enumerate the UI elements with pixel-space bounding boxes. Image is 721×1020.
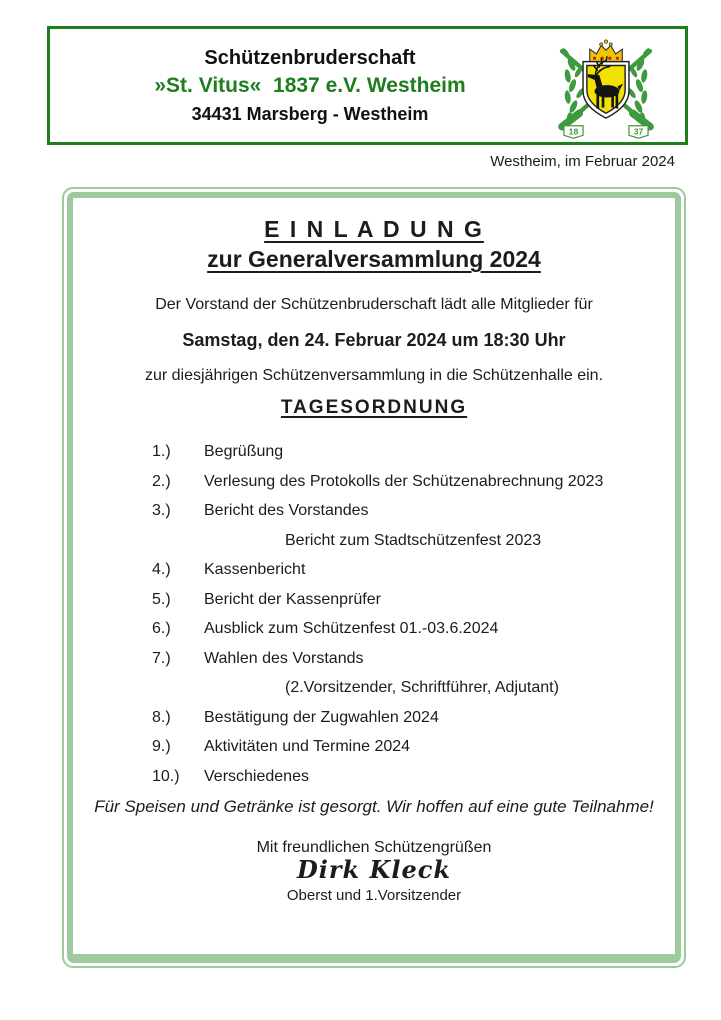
invitation-box: [62, 187, 686, 968]
club-crest-logo: [547, 32, 665, 142]
agenda-item: [83, 762, 665, 792]
agenda-item-number: 9.): [152, 738, 171, 755]
agenda-item-number: 8.): [152, 708, 171, 726]
agenda-item: [83, 496, 665, 526]
agenda-subitem: Bericht zum Stadtschützenfest 2023: [285, 531, 542, 549]
intro-line-2: zur diesjährigen Schützenversammlung in die Schützenhalle ein.: [144, 367, 604, 384]
event-datetime: Samstag, den 24. Februar 2024 um 18:30 Uhr: [182, 330, 566, 350]
agenda-item-text: Kassenbericht: [204, 561, 306, 578]
agenda-item-number: 3.): [152, 502, 171, 519]
agenda-item-number: 4.): [152, 561, 171, 578]
agenda-list: [83, 437, 665, 791]
agenda-item: [83, 467, 665, 497]
intro-line: Der Vorstand der Schützenbruderschaft lädt alle Mitglieder für: [155, 296, 593, 313]
year-right-label: 37: [633, 126, 644, 137]
greeting-line: Mit freundlichen Schützengrüßen: [256, 839, 492, 856]
club-name: Schützenbruderschaft: [204, 46, 416, 69]
date-line: Westheim, im Februar 2024: [490, 153, 675, 170]
agenda-item-number: 2.): [152, 472, 171, 490]
agenda-item-text: Verschiedenes: [204, 767, 309, 785]
letterhead-content: [50, 29, 685, 142]
agenda-item: [83, 703, 665, 733]
agenda-item-text: Aktivitäten und Termine 2024: [204, 738, 411, 755]
signature-title: Oberst und 1.Vorsitzender: [286, 887, 462, 904]
agenda-item: [83, 555, 665, 585]
signature: Dirk Kleck: [296, 855, 452, 884]
agenda-item-number: 5.): [152, 590, 171, 608]
agenda-item-text: Begrüßung: [204, 443, 284, 460]
invitation-box-inner: [67, 192, 681, 963]
club-address: 34431 Marsberg - Westheim: [191, 103, 429, 124]
agenda-heading: TAGESORDNUNG: [280, 397, 468, 418]
agenda-item-text: Bericht des Vorstandes: [204, 502, 369, 519]
agenda-item-number: 1.): [152, 443, 171, 460]
agenda-item-text: Bestätigung der Zugwahlen 2024: [204, 708, 439, 726]
agenda-item: [83, 614, 665, 644]
agenda-item-number: 7.): [152, 649, 171, 667]
invitation-subtitle: zur Generalversammlung 2024: [207, 246, 541, 272]
agenda-item-text: Ausblick zum Schützenfest 01.-03.6.2024: [204, 620, 499, 637]
agenda-item-text: Wahlen des Vorstands: [204, 649, 364, 667]
agenda-item-text: Bericht der Kassenprüfer: [204, 590, 381, 608]
invitation-title: E I N L A D U N G: [264, 216, 484, 242]
year-left-label: 18: [568, 126, 579, 137]
club-subtitle: »St. Vitus« 1837 e.V. Westheim: [154, 73, 466, 97]
agenda-item: [83, 732, 665, 762]
agenda-item: [83, 585, 665, 615]
club-name-block: [50, 44, 570, 128]
agenda-subitem: (2.Vorsitzender, Schriftführer, Adjutant): [285, 679, 559, 696]
agenda-item-text: Verlesung des Protokolls der Schützenabrechnung 2023: [204, 472, 604, 490]
closing-note: Für Speisen und Getränke ist gesorgt. Wir hoffen auf eine gute Teilnahme!: [94, 797, 654, 816]
founding-year-banners: [564, 126, 648, 138]
agenda-item: [83, 644, 665, 674]
letterhead-box: [47, 26, 688, 145]
agenda-item-number: 10.): [152, 767, 180, 785]
agenda-item-number: 6.): [152, 620, 171, 637]
agenda-item: [83, 437, 665, 467]
